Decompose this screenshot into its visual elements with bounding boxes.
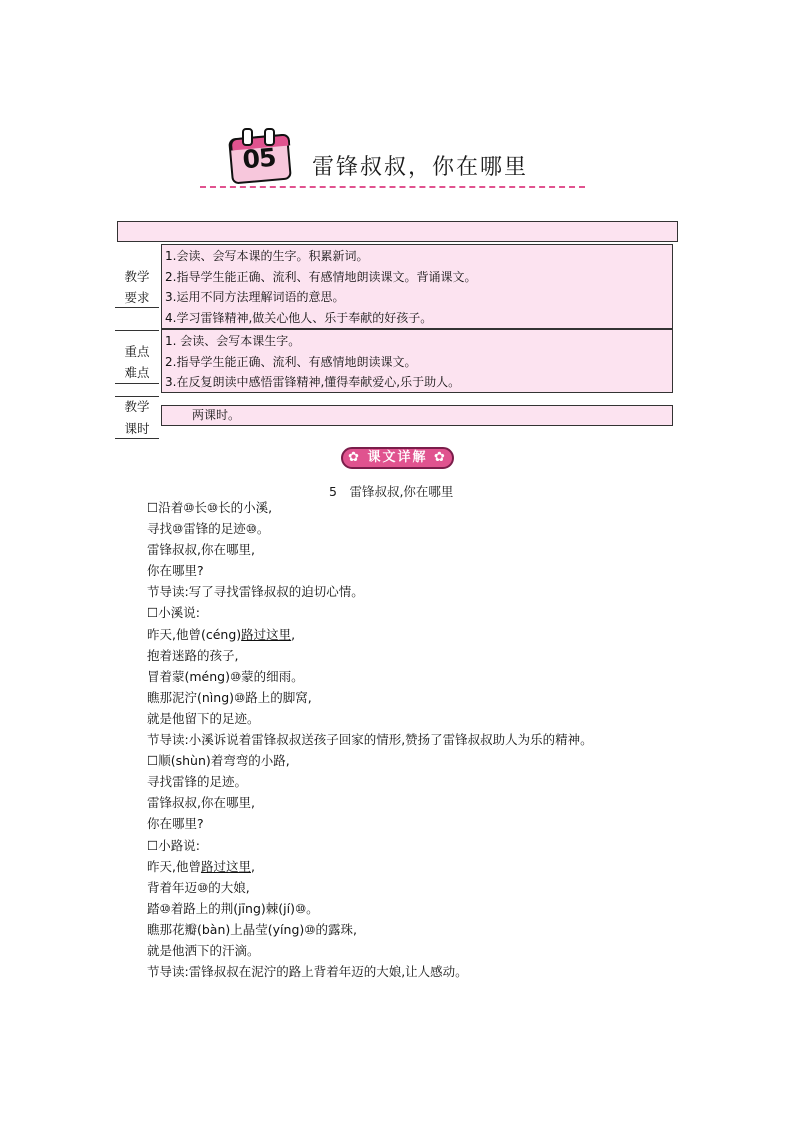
text-line: 昨天,他曾路过这里, [147, 858, 255, 874]
label-divider [115, 383, 159, 384]
text-line: ☐顺(shùn)着弯弯的小路, [147, 753, 290, 769]
lesson-number: 05 [241, 142, 277, 175]
calendar-badge-icon [230, 128, 286, 178]
text-line: ☐小溪说: [147, 605, 200, 621]
keypoints-cell [161, 329, 673, 393]
text-line: ☐沿着⑩长⑩长的小溪, [147, 500, 273, 515]
row-label-keypoints-2: 难点 [124, 365, 150, 380]
label-divider [115, 330, 159, 331]
row-label-requirements-1: 教学 [124, 269, 150, 284]
requirement-line: 4.学习雷锋精神,做关心他人、乐于奉献的好孩子。 [165, 310, 433, 325]
label-divider [115, 438, 159, 439]
keypoint-line: 1. 会读、会写本课生字。 [165, 334, 301, 348]
text-line: 背着年迈⑩的大娘, [147, 879, 250, 895]
title-underline [200, 186, 585, 188]
text-line: 雷锋叔叔,你在哪里, [147, 542, 255, 558]
lesson-title: 5 雷锋叔叔,你在哪里 [329, 484, 454, 499]
text-line: 瞧那泥泞(nìng)⑩路上的脚窝, [147, 689, 312, 705]
periods-cell [161, 405, 673, 426]
row-label-requirements-2: 要求 [124, 290, 150, 305]
text-line: 寻找⑩雷锋的足迹⑩。 [147, 521, 270, 537]
guide-line: 节导读:小溪诉说着雷锋叔叔送孩子回家的情形,赞扬了雷锋叔叔助人为乐的精神。 [147, 732, 593, 748]
text-line: ☐小路说: [147, 837, 200, 853]
requirements-cell [161, 244, 673, 329]
text-line: 你在哪里? [147, 816, 204, 832]
row-label-keypoints-1: 重点 [124, 344, 150, 359]
text-line: 抱着迷路的孩子, [147, 647, 239, 663]
label-divider [115, 307, 159, 308]
row-label-periods-2: 课时 [124, 421, 150, 436]
requirement-line: 2.指导学生能正确、流利、有感情地朗读课文。背诵课文。 [165, 269, 477, 284]
periods-value: 两课时。 [192, 408, 241, 422]
keypoint-line: 2.指导学生能正确、流利、有感情地朗读课文。 [165, 354, 417, 369]
text-line: 雷锋叔叔,你在哪里, [147, 795, 255, 811]
lesson-header [200, 122, 595, 194]
section-tag-text-explained: ✿ 课文详解 ✿ [341, 447, 454, 469]
table-header-bar [117, 221, 678, 242]
keypoint-line: 3.在反复朗读中感悟雷锋精神,懂得奉献爱心,乐于助人。 [165, 375, 461, 389]
text-line: 你在哪里? [147, 563, 204, 579]
text-line: 踏⑩着路上的荆(jīng)棘(jí)⑩。 [147, 900, 319, 916]
text-line: 昨天,他曾(céng)路过这里, [147, 626, 296, 642]
row-label-periods-1: 教学 [124, 399, 150, 414]
page-title: 雷锋叔叔，你在哪里 [312, 155, 529, 180]
text-line: 寻找雷锋的足迹。 [147, 774, 248, 790]
text-line: 瞧那花瓣(bàn)上晶莹(yíng)⑩的露珠, [147, 921, 357, 937]
lesson-body [147, 497, 777, 982]
guide-line: 节导读:写了寻找雷锋叔叔的迫切心情。 [147, 584, 364, 600]
requirement-line: 3.运用不同方法理解词语的意思。 [165, 290, 345, 304]
guide-line: 节导读:雷锋叔叔在泥泞的路上背着年迈的大娘,让人感动。 [147, 964, 468, 980]
text-line: 冒着蒙(méng)⑩蒙的细雨。 [147, 668, 304, 684]
text-line: 就是他洒下的汗滴。 [147, 942, 260, 958]
text-line: 就是他留下的足迹。 [147, 710, 260, 726]
requirement-line: 1.会读、会写本课的生字。积累新词。 [165, 249, 369, 263]
